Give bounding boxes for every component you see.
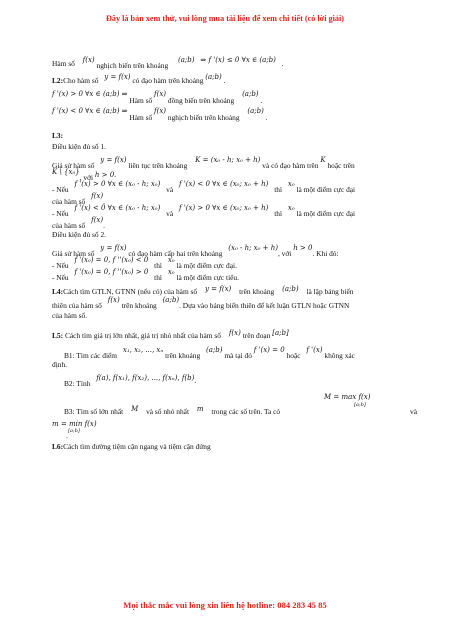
text: mà tại đó <box>224 351 252 360</box>
text: - Nếu <box>52 209 69 218</box>
math: K <box>320 156 326 164</box>
text: , với <box>277 249 292 258</box>
b2-line <box>52 375 402 387</box>
l3-line <box>52 92 402 104</box>
math: M <box>131 405 139 413</box>
text: . <box>260 96 263 105</box>
text: Điều kiện đủ số 1. <box>52 142 106 151</box>
text: hoặc <box>286 351 301 360</box>
text: có đạo hàm trên khoảng <box>132 76 204 85</box>
l4b-line <box>52 298 402 310</box>
l1-line <box>52 58 402 70</box>
text: . <box>103 221 105 230</box>
text: và <box>166 209 174 218</box>
text: . <box>103 197 105 206</box>
math: f(x) <box>107 296 120 304</box>
section-label: L5: <box>52 331 64 340</box>
text: Giả sử hàm số <box>52 249 95 258</box>
text: trong các số trên. Ta có <box>211 407 281 416</box>
b3-max-line <box>52 392 402 406</box>
math: f(x) <box>91 216 104 224</box>
l4-line <box>52 109 402 121</box>
text: B1: Tìm các điểm <box>64 351 118 360</box>
text: thì <box>154 261 162 270</box>
suppose1-line <box>52 157 402 169</box>
math: f '(x) <box>306 346 323 354</box>
math: (x₀ - h; x₀ + h) <box>228 244 278 252</box>
l5-section <box>52 330 402 342</box>
text: - Nếu <box>52 185 69 194</box>
l6-line <box>52 441 402 452</box>
text: Giả sử hàm số <box>52 161 95 170</box>
math: f '(x) < 0 ∀x ∈ (x₀ - h; x₀) <box>74 204 161 212</box>
math: x₀ <box>167 256 175 264</box>
math: y = f(x) <box>204 285 232 293</box>
math: f(x) <box>228 329 241 337</box>
math: f '(x) < 0 ∀x ∈ (a;b) ⇒ <box>52 107 128 115</box>
text: không xác <box>324 351 355 360</box>
math: (a;b) <box>206 346 223 354</box>
section-label: L3: <box>52 131 64 140</box>
hotline-footer: Mọi thắc mắc vui lòng xin liên hệ hotline: 084 283 45 85 <box>123 600 327 610</box>
cond2-line <box>52 229 402 240</box>
math: x₀ <box>167 268 175 276</box>
math: (a;b) <box>205 73 222 81</box>
math: f '(x) < 0 ∀x ∈ (x₀; x₀ + h) <box>179 180 269 188</box>
math: f '(x) > 0 ∀x ∈ (a;b) ⇒ <box>52 90 128 98</box>
text: . <box>281 59 284 68</box>
l3-section <box>52 130 402 141</box>
b3b-line <box>52 418 402 440</box>
text: là một điểm cực đại <box>296 209 356 218</box>
math: f '(x₀) = 0, f ''(x₀) < 0 <box>74 256 149 264</box>
text: là một điểm cực đại. <box>176 261 237 270</box>
text: . <box>114 170 117 179</box>
text: . <box>194 376 197 385</box>
math: [a;b] <box>272 329 289 337</box>
text: . <box>223 76 226 85</box>
text: hoặc trên <box>327 161 355 170</box>
text: và có đạo hàm trên <box>262 161 319 170</box>
section-label: L6: <box>52 442 64 451</box>
math: ⇒ f '(x) ≤ 0 ∀x ∈ (a;b) <box>200 56 276 64</box>
text: Cách tìm GTLN, GTNN (nếu có) của hàm số <box>63 287 198 296</box>
l4-section <box>52 286 402 298</box>
neu4-line <box>52 269 402 281</box>
text: và <box>166 185 174 194</box>
math: M = max f(x) <box>324 393 371 401</box>
cond1-line <box>52 141 402 152</box>
text: Cho hàm số <box>63 76 99 85</box>
text: Hàm số <box>52 59 75 68</box>
math: (a;b) <box>242 90 259 98</box>
text: trên khoảng <box>165 351 201 360</box>
text: thì <box>274 185 283 194</box>
text: . Khi đó: <box>312 249 339 258</box>
l2-line <box>52 75 402 87</box>
neu2-line <box>52 205 402 217</box>
math: h > 0 <box>94 171 115 179</box>
math: y = f(x) <box>100 156 127 164</box>
text: Hàm số <box>129 113 153 122</box>
math: x₁, x₂, ..., xₙ <box>122 346 164 354</box>
math: f(a), f(x₁), f(x₂), ..., f(xₙ), f(b) <box>96 374 195 382</box>
b1-line <box>52 347 402 359</box>
text: - Nếu <box>52 273 69 282</box>
text: định. <box>52 360 67 369</box>
text: thiên của hàm số <box>52 301 102 310</box>
text: B3: Tìm số lớn nhất <box>64 407 124 416</box>
text: . <box>265 113 268 122</box>
text: Hàm số <box>129 96 153 105</box>
text: . <box>66 431 68 440</box>
math: f(x) <box>154 90 167 98</box>
math: K = (x₀ - h; x₀ + h) <box>195 156 261 164</box>
l4c-line <box>52 310 402 321</box>
neu1-line <box>52 181 402 193</box>
text: Cách tìm đường tiệm cận ngang và tiệm cận đứng <box>63 442 211 451</box>
text: có đạo hàm cấp hai trên khoảng <box>128 249 223 258</box>
text: là một điểm cực tiểu. <box>176 273 239 282</box>
math: f '(x₀) = 0, f ''(x₀) > 0 <box>74 268 149 276</box>
math: [a;b] <box>354 402 366 408</box>
text: Cách tìm giá trị lớn nhất, giá trị nhỏ nhất của hàm số <box>64 331 221 340</box>
neu2b-line <box>52 217 402 229</box>
preview-notice: Đây là bản xem thử, vui lòng mua tài liệu để xem chi tiết (có lời giải) <box>105 14 344 23</box>
text: của hàm số. <box>52 311 88 320</box>
text: là một điểm cực đại <box>296 185 356 194</box>
text: , với <box>79 173 94 182</box>
math: f(x) <box>154 107 167 115</box>
b1b-line <box>52 359 402 370</box>
document-body <box>52 56 417 452</box>
text: và số nhỏ nhất <box>146 407 190 416</box>
math: f '(x) > 0 ∀x ∈ (x₀; x₀ + h) <box>179 204 269 212</box>
text: trên khoảng <box>239 287 275 296</box>
section-label: L4: <box>52 287 64 296</box>
text: của hàm số <box>52 197 86 206</box>
math: m <box>196 405 204 413</box>
text: đồng biến trên khoảng <box>167 96 235 105</box>
text: nghịch biến trên khoảng <box>167 113 240 122</box>
math: K \ {x₀} <box>52 168 80 176</box>
text: thì <box>274 209 283 218</box>
math: (a;b) <box>162 296 180 304</box>
math: y = f(x) <box>100 244 127 252</box>
math: (a;b) <box>178 56 195 64</box>
text: nghịch biến trên khoảng <box>96 61 169 70</box>
text: của hàm số <box>52 221 86 230</box>
text: trên đoạn <box>242 331 271 340</box>
text: Điều kiện đủ số 2. <box>52 230 106 239</box>
section-label: L2: <box>52 76 64 85</box>
math: (a;b) <box>247 107 264 115</box>
text: thì <box>154 273 162 282</box>
text: liên tục trên khoảng <box>128 161 188 170</box>
math: f '(x) = 0 <box>253 346 285 354</box>
math: f(x) <box>82 56 95 64</box>
math: y = f(x) <box>104 73 131 81</box>
math: (a;b) <box>282 285 299 293</box>
text: B2: Tính <box>64 379 91 388</box>
text: trên khoảng <box>121 301 157 310</box>
math: x₀ <box>287 204 295 212</box>
text: và <box>410 407 417 416</box>
math: h > 0 <box>293 244 313 252</box>
math: f(x) <box>91 192 104 200</box>
text: - Nếu <box>52 261 69 270</box>
math: [a;b] <box>68 428 80 434</box>
math: m = min f(x) <box>52 420 97 428</box>
math: x₀ <box>287 180 295 188</box>
text: . Dựa vào bảng biến thiên để kết luận GTLN hoặc GTNN <box>179 301 350 310</box>
text: là lập bảng biến <box>306 287 354 296</box>
math: f '(x) > 0 ∀x ∈ (x₀ - h; x₀) <box>74 180 161 188</box>
